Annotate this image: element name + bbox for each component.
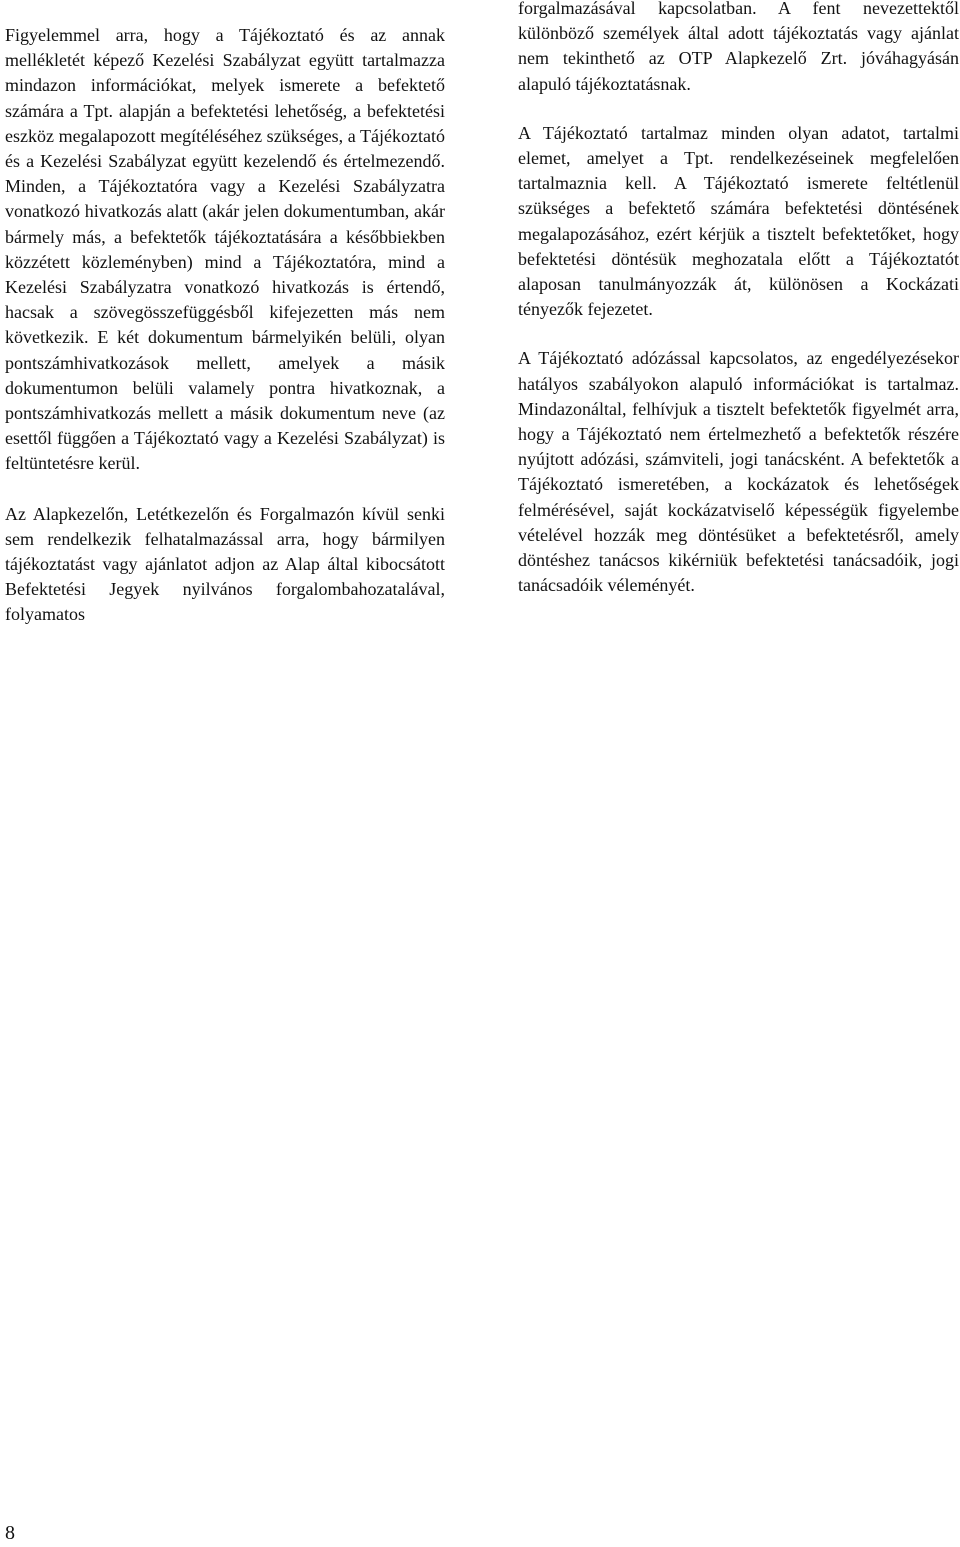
left-column [5, 0, 445, 628]
page-number: 8 [5, 1522, 15, 1544]
paragraph-tax-information: A Tájékoztató adózással kapcsolatos, az engedélyezésekor hatályos szabályokon alapuló információkat is tartalmaz. Mindazonáltal, felhívjuk a tisztelt befektetők figyelmét arra, hogy a Tájékoztató nem értelmezhető a befektetők részére nyújtott adózási, számviteli, jogi tanácsként. A befektetők a Tájékoztató ismeretében, a kockázatok és lehetőségek felmérésével, saját kockázatviselő képességük figyelembe vételével hozzák meg döntésüket a befektetésről, amely döntéshez tanácsos kikérniük befektetési tanácsadóik, jogi tanácsadóik véleményét. [518, 348, 959, 596]
paragraph-prospectus-content: A Tájékoztató tartalmaz minden olyan adatot, tartalmi elemet, amelyet a Tpt. rendelkezéseinek megfelelően tartalmaznia kell. A Tájékoztató ismerete feltétlenül szükséges a befektető számára befektetési döntésének megalapozásához, ezért kérjük a tisztelt befektetőket, hogy befektetési döntésük meghozatala előtt a Tájékoztatót alaposan tanulmányozzák át, különösen a Kockázati tényezők fejezetet. [518, 122, 959, 320]
paragraph-authorized-parties: Az Alapkezelőn, Letétkezelőn és Forgalmazón kívül senki sem rendelkezik felhatalmazással arra, hogy bármilyen tájékoztatást vagy ajánlatot adjon az Alap által kibocsátott Befektetési Jegyek nyilvános forgalombahozatalával, folyamatos [5, 503, 445, 625]
paragraph-authorized-parties-continued: forgalmazásával kapcsolatban. A fent nevezettektől különböző személyek által adott tájékoztatás vagy ajánlat nem tekinthető az OTP Alapkezelő Zrt. jóváhagyásán alapuló tájékoztatásnak. [518, 0, 959, 94]
paragraph-document-interpretation: Figyelemmel arra, hogy a Tájékoztató és az annak mellékletét képező Kezelési Szabályzat együtt tartalmazza mindazon információkat, melyek ismerete a befektető számára a Tpt. alapján a befektetési lehetőség, a befektetési eszköz megalapozott megítéléséhez szükséges, a Tájékoztató és a Kezelési Szabályzat együtt kezelendő és értelmezendő. Minden, a Tájékoztatóra vagy a Kezelési Szabályzatra vonatkozó hivatkozás alatt (akár jelen dokumentumban, akár bármely más, a befektetők tájékoztatására a későbbiekben közzétett közleményben) mind a Tájékoztatóra, mind a Kezelési Szabályzatra vonatkozó hivatkozás is értendő, hacsak a szövegösszefüggésből kifejezetten más nem következik. E két dokumentum bármelyikén belüli, olyan pontszámhivatkozások mellett, amelyek a másik dokumentumon belüli valamely pontra hivatkoznak, a pontszámhivatkozás mellett a másik dokumentum neve (az esettől függően a Tájékoztató vagy a Kezelési Szabályzat) is feltüntetésre kerül. [5, 25, 445, 474]
right-column [518, 0, 959, 598]
